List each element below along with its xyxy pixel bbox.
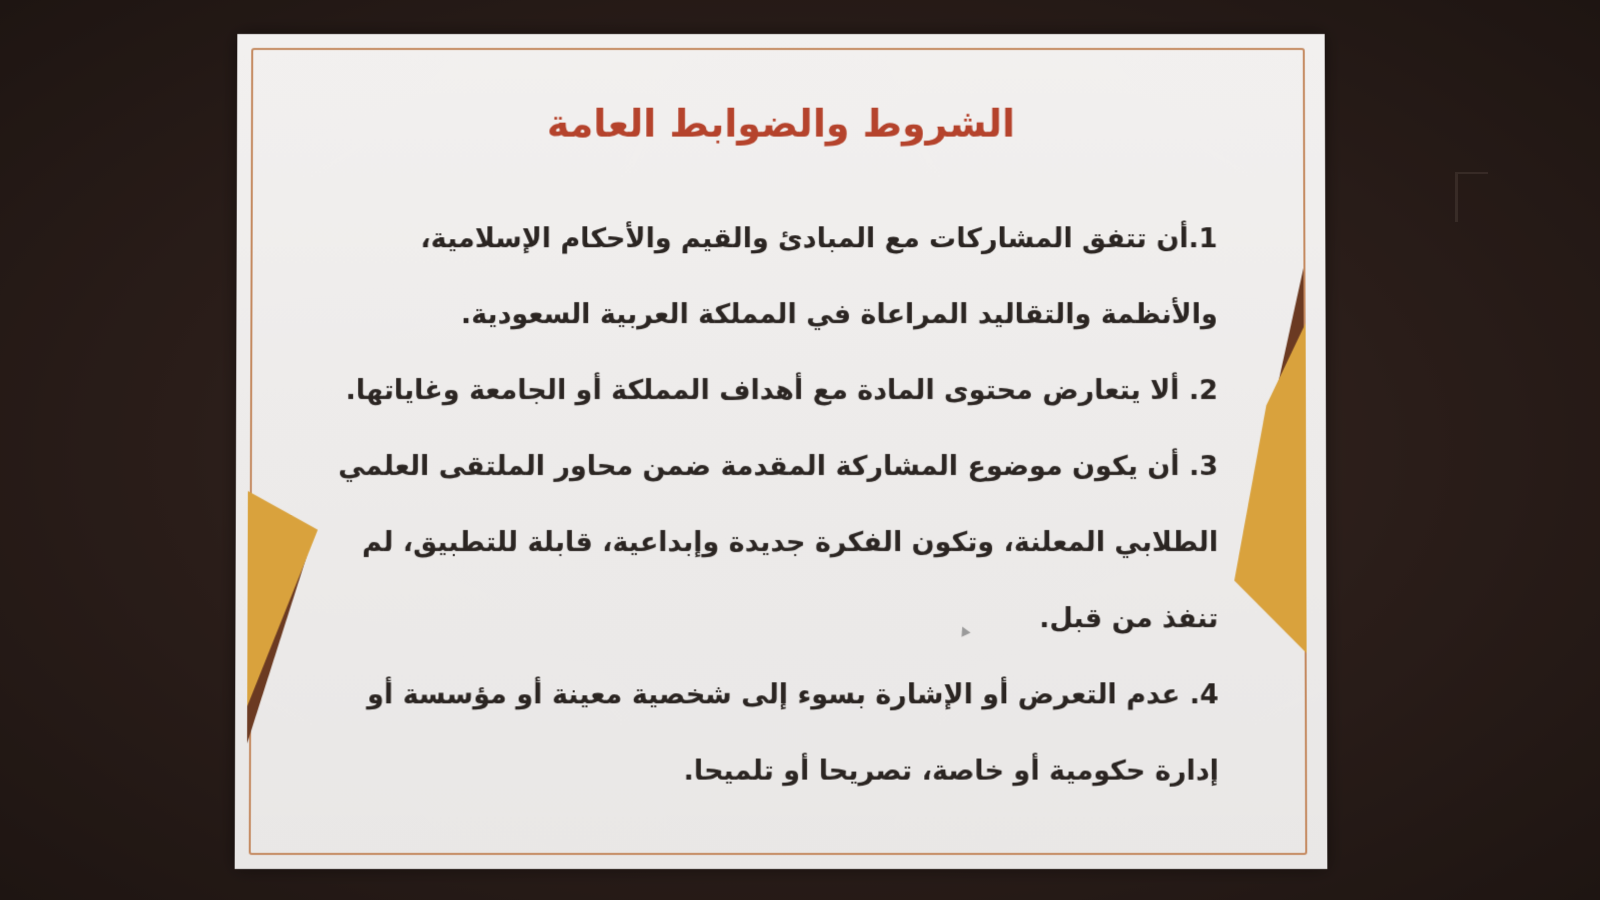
condition-item-2: 2. ألا يتعارض محتوى المادة مع أهداف المملكة أو الجامعة وغاياتها. xyxy=(345,375,1218,407)
condition-item-1: 1.أن تتفق المشاركات مع المبادئ والقيم والأحكام الإسلامية، والأنظمة والتقاليد المراعاة في المملكة العربية السعودية. xyxy=(420,223,1218,331)
slide-title: الشروط والضوابط العامة xyxy=(546,101,1016,146)
projected-slide xyxy=(235,34,1328,869)
condition-item-3: 3. أن يكون موضوع المشاركة المقدمة ضمن محاور الملتقى العلمي الطلابي المعلنة، وتكون الفكرة جديدة وإبداعية، قابلة للتطبيق، لم تنفذ من قبل. xyxy=(338,450,1219,635)
condition-item-4: 4. عدم التعرض أو الإشارة بسوء إلى شخصية معينة أو مؤسسة أو إدارة حكومية أو خاصة، تصريحا أو تلميحا. xyxy=(367,679,1219,787)
wall-mark xyxy=(1455,172,1488,222)
conditions-list xyxy=(330,201,1219,809)
